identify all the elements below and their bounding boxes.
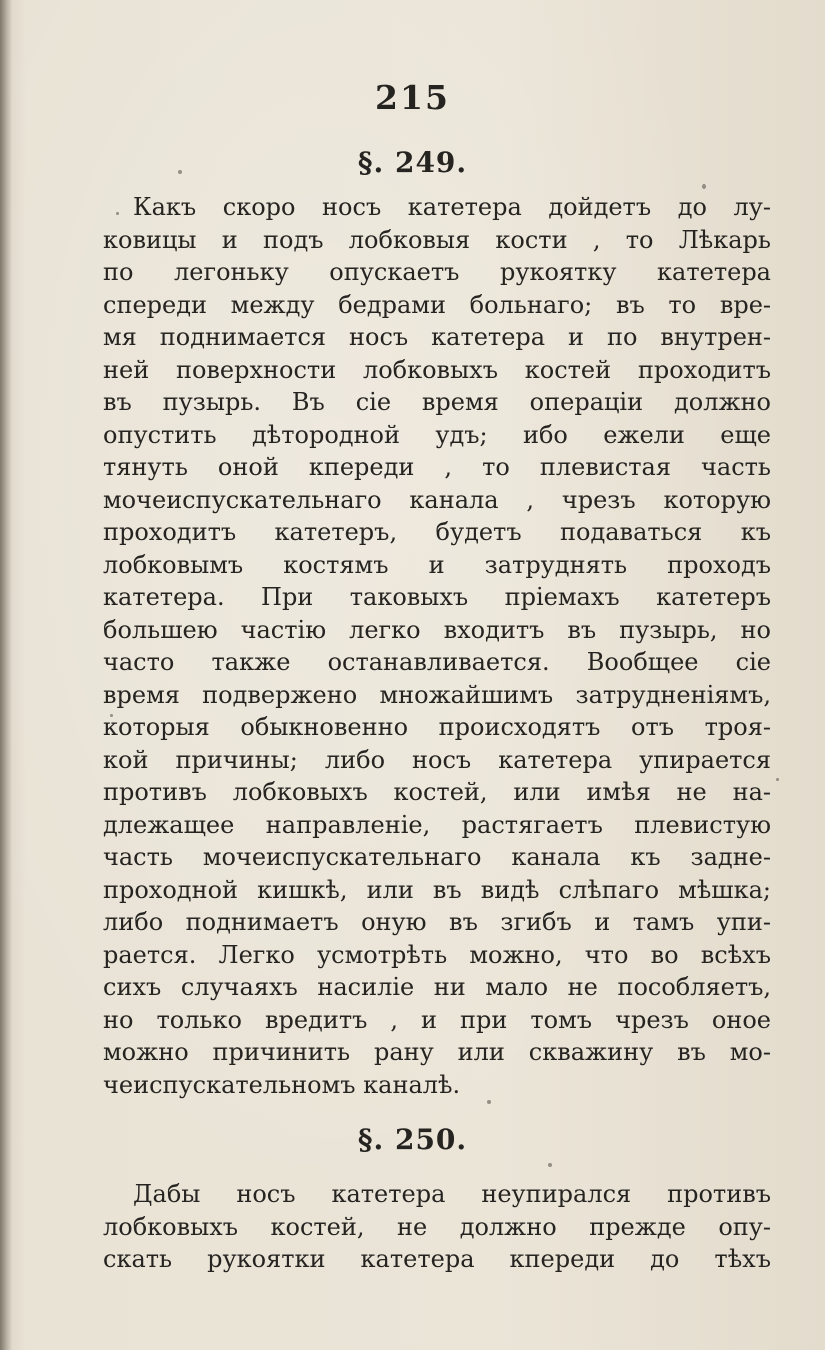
text-line: спереди между бедрами больнаго; въ то вре- <box>103 290 771 319</box>
text-line: можно причинить рану или скважину въ мо- <box>103 1038 771 1066</box>
text-line: мочеиспускательнаго канала , чрезъ которую <box>103 485 771 514</box>
text-line: сихъ случаяхъ насиліе ни мало не пособляетъ, <box>103 973 771 1001</box>
section-249-text <box>103 191 771 1101</box>
text-line: мя поднимается носъ катетера и по внутрен- <box>103 323 771 351</box>
text-line: часть мочеиспускательнаго канала къ задне- <box>103 843 771 871</box>
text-line: скать рукоятки катетера кпереди до тѣхъ <box>103 1245 771 1273</box>
text-line: которыя обыкновенно происходятъ отъ троя- <box>103 713 771 741</box>
page-number: 215 <box>375 78 450 117</box>
ink-speck <box>702 184 706 189</box>
text-line: тянуть оной кпереди , то плевистая часть <box>103 453 771 481</box>
text-line: рается. Легко усмотрѣть можно, что во всѣхъ <box>103 940 771 969</box>
text-line: катетера. При таковыхъ пріемахъ катетеръ <box>103 583 771 611</box>
section-heading-250: §. 250. <box>357 1123 468 1156</box>
text-line: проходной кишкѣ, или въ видѣ слѣпаго мѣшка; <box>103 875 771 904</box>
text-line: кой причины; либо носъ катетера упирается <box>103 745 771 774</box>
text-line: лобковымъ костямъ и затруднять проходъ <box>103 550 771 579</box>
ink-speck <box>548 1163 552 1167</box>
text-line: ней поверхности лобковыхъ костей проходитъ <box>103 355 771 384</box>
text-line: по легоньку опускаетъ рукоятку катетера <box>103 258 771 286</box>
text-line: въ пузырь. Въ сіе время операціи должно <box>103 388 771 416</box>
section-heading-249: §. 249. <box>357 146 468 179</box>
text-line: проходитъ катетеръ, будетъ подаваться къ <box>103 518 771 546</box>
text-line: либо поднимаетъ оную въ згибъ и тамъ упи- <box>103 908 771 936</box>
text-line: ковицы и подъ лобковыя кости , то Лѣкарь <box>103 225 771 254</box>
text-line: Дабы носъ катетера неупирался противъ <box>133 1180 771 1208</box>
ink-speck <box>776 778 779 781</box>
text-line: противъ лобковыхъ костей, или имѣя не на- <box>103 778 771 806</box>
text-line: но только вредитъ , и при томъ чрезъ оное <box>103 1005 771 1034</box>
text-line: время подвержено множайшимъ затрудненіямъ, <box>103 680 771 709</box>
text-line: Какъ скоро носъ катетера дойдетъ до лу- <box>133 193 771 221</box>
text-line: часто также останавливается. Вообщее сіе <box>103 648 771 676</box>
text-line: большею частію легко входитъ въ пузырь, но <box>103 615 771 644</box>
text-line: чеиспускательномъ каналѣ. <box>103 1070 461 1099</box>
text-line: лобковыхъ костей, не должно прежде опу- <box>103 1212 771 1241</box>
text-line: опустить дѣтородной удъ; ибо ежели еще <box>103 420 771 449</box>
text-line: длежащее направленіе, растягаетъ плевистую <box>103 810 771 839</box>
section-250-text <box>103 1178 771 1276</box>
